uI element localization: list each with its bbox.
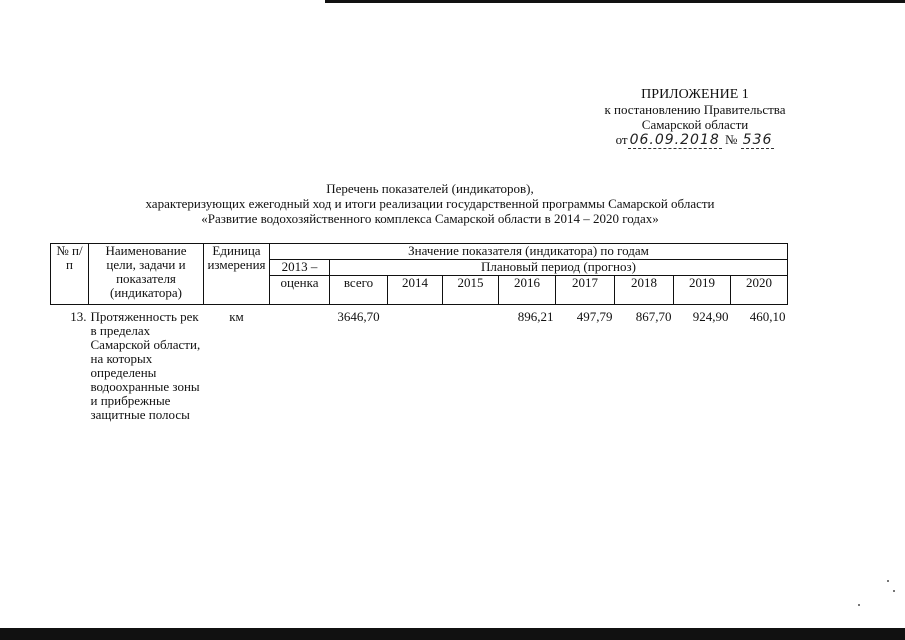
table-row [51,305,788,423]
header-num: № п/п [51,244,89,305]
row-2016: 896,21 [517,309,554,324]
row-2020: 460,10 [749,309,786,324]
header-estimate: оценка [270,276,330,305]
header-2020: 2020 [731,276,788,305]
row-2014 [388,305,443,423]
row-2015 [443,305,499,423]
title-line3: «Развитие водохозяйственного комплекса Самарской области в 2014 – 2020 годах» [201,211,659,226]
header-values-group: Значение показателя (индикатора) по годам [270,244,788,260]
header-total: всего [330,276,388,305]
header-base-year: 2013 – [270,260,330,276]
row-total: 3646,70 [337,309,380,324]
from-label: от [615,132,628,147]
row-2019: 924,90 [692,309,729,324]
scan-speck [858,604,860,606]
scan-speck [887,580,889,582]
header-plan-period: Плановый период (прогноз) [330,260,788,276]
appendix-date-line [616,132,775,148]
bottom-scan-edge [0,628,905,640]
top-scan-edge [325,0,905,3]
header-2018: 2018 [615,276,674,305]
indicators-table [50,243,788,422]
header-2019: 2019 [674,276,731,305]
row-unit: км [229,309,244,324]
document-title [60,181,800,226]
appendix-title: ПРИЛОЖЕНИЕ 1 [641,87,749,102]
header-2014: 2014 [388,276,443,305]
handwritten-date: 06.09.2018 [629,132,720,148]
number-label: № [725,132,738,147]
row-2018: 867,70 [635,309,672,324]
header-2016: 2016 [499,276,556,305]
row-num: 13. [70,309,87,324]
title-line1: Перечень показателей (индикаторов), [326,181,534,196]
header-2015: 2015 [443,276,499,305]
row-indicator-name: Протяженность рек в пределах Самарской области, на которых определены водоохранные зоны и прибрежные защитные полосы [90,309,201,422]
row-2017: 497,79 [576,309,613,324]
appendix-line1: к постановлению Правительства [604,102,786,117]
header-name: Наименование цели, задачи и показателя (индикатора) [89,244,204,305]
row-estimate [270,305,330,423]
appendix-block [560,87,830,148]
header-2017: 2017 [556,276,615,305]
header-unit: Единица измерения [204,244,270,305]
appendix-line2: Самарской области [641,117,749,132]
handwritten-number: 536 [742,132,773,148]
title-line2: характеризующих ежегодный ход и итоги реализации государственной программы Самарской области [145,196,715,211]
scan-speck [893,590,895,592]
